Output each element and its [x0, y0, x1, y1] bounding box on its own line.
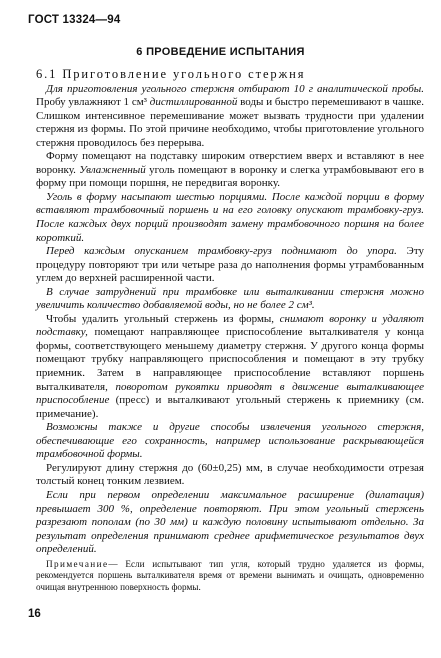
- paragraph-1-italic: Для приготовления угольного стержня отбирают 10 г аналитической пробы.: [46, 82, 424, 95]
- document-body: [36, 68, 424, 593]
- note-label: Примечание: [46, 558, 109, 569]
- note-text: — Если испытывают тип угля, который трудно удаляется из формы, рекомендуется поршень выталкивателя время от времени вынимать и очищать, одновременно очищая внутреннюю поверхность формы.: [36, 558, 424, 592]
- paragraph-6-italic-2: поворотом рукоятки приводят в движение выталкивающее приспособление: [36, 380, 424, 407]
- paragraph-3: Уголь в форму насыпают шестью порциями. После каждой порции в форму вставляют трамбовочный поршень и на его головку опускают трамбовку-груз. После каждых двух порций производят замену трамбовочного поршня на более короткий.: [36, 190, 424, 244]
- paragraph-8: Регулируют длину стержня до (60±0,25) мм, в случае необходимости отрезая толстый конец тонким лезвием.: [36, 461, 424, 488]
- note: [36, 559, 424, 594]
- section-title: 6 ПРОВЕДЕНИЕ ИСПЫТАНИЯ: [136, 46, 305, 58]
- paragraph-4: [36, 245, 424, 286]
- subsection-title: 6.1 Приготовление угольного стержня: [36, 67, 306, 81]
- paragraph-9: Если при первом определении максимальное расширение (дилатация) превышает 300 %, определение повторяют. При этом угольный стержень разрезают пополам (по 30 мм) и каждую половину испытывают отдельно. За результат определения принимают среднее арифметическое результатов двух определений.: [36, 488, 424, 556]
- paragraph-2-italic: Увлажненный: [79, 163, 146, 176]
- paragraph-4-italic: Перед каждым опусканием трамбовку-груз поднимают до упора.: [46, 245, 397, 258]
- paragraph-2: [36, 150, 424, 191]
- paragraph-6-rest: (пресс) и выталкивают угольный стержень к приемнику (см. примечание).: [36, 394, 424, 420]
- paragraph-1-italic-word: дистиллированной: [149, 96, 238, 109]
- paragraph-1-text: Пробу увлажняют 1 см³: [36, 96, 150, 109]
- paragraph-5: В случае затруднений при трамбовке или выталкивании стержня можно увеличить количество добавляемой воды, но не более 2 см³.: [36, 285, 424, 312]
- paragraph-7: Возможны также и другие способы извлечения угольного стержня, обеспечивающие его сохранность, например использование раскрывающейся трамбовочной формы.: [36, 421, 424, 461]
- paragraph-6-mid: помещают направляющее приспособление выталкивателя у конца формы, соответствующего меньшему диаметру стержня. У другого конца формы помещают трубку направляющего приспособления и помещают в эту трубку приемник. Затем в направляющее приспособление вставляют поршень выталкивателя,: [36, 326, 424, 393]
- paragraph-6: [36, 313, 424, 421]
- paragraph-2-text: Форму помещают на подставку широким отверстием вверх и вставляют в нее воронку.: [36, 150, 424, 176]
- document-header: ГОСТ 13324—94: [28, 14, 121, 26]
- paragraph-6-italic: снимают воронку и удаляют подставку,: [36, 312, 424, 339]
- paragraph-2-rest: уголь помещают в воронку и слегка утрамбовывают его в форму при помощи поршня, не передвигая воронку.: [36, 163, 424, 190]
- paragraph-4-text: Эту процедуру повторяют три или четыре раза до наполнения формы утрамбованным углем до верхней расширенной части.: [36, 245, 424, 285]
- paragraph-6-text: Чтобы удалить угольный стержень из формы,: [46, 312, 280, 325]
- page-number: 16: [28, 608, 41, 620]
- paragraph-1: [36, 83, 424, 151]
- paragraph-1-rest: воды и быстро перемешивают в чашке. Слишком интенсивное перемешивание может вызвать трудности при удалении стержня из формы. По этой причине необходимо, чтобы приготовление угольного стержня проводилось без перерыва.: [36, 96, 424, 149]
